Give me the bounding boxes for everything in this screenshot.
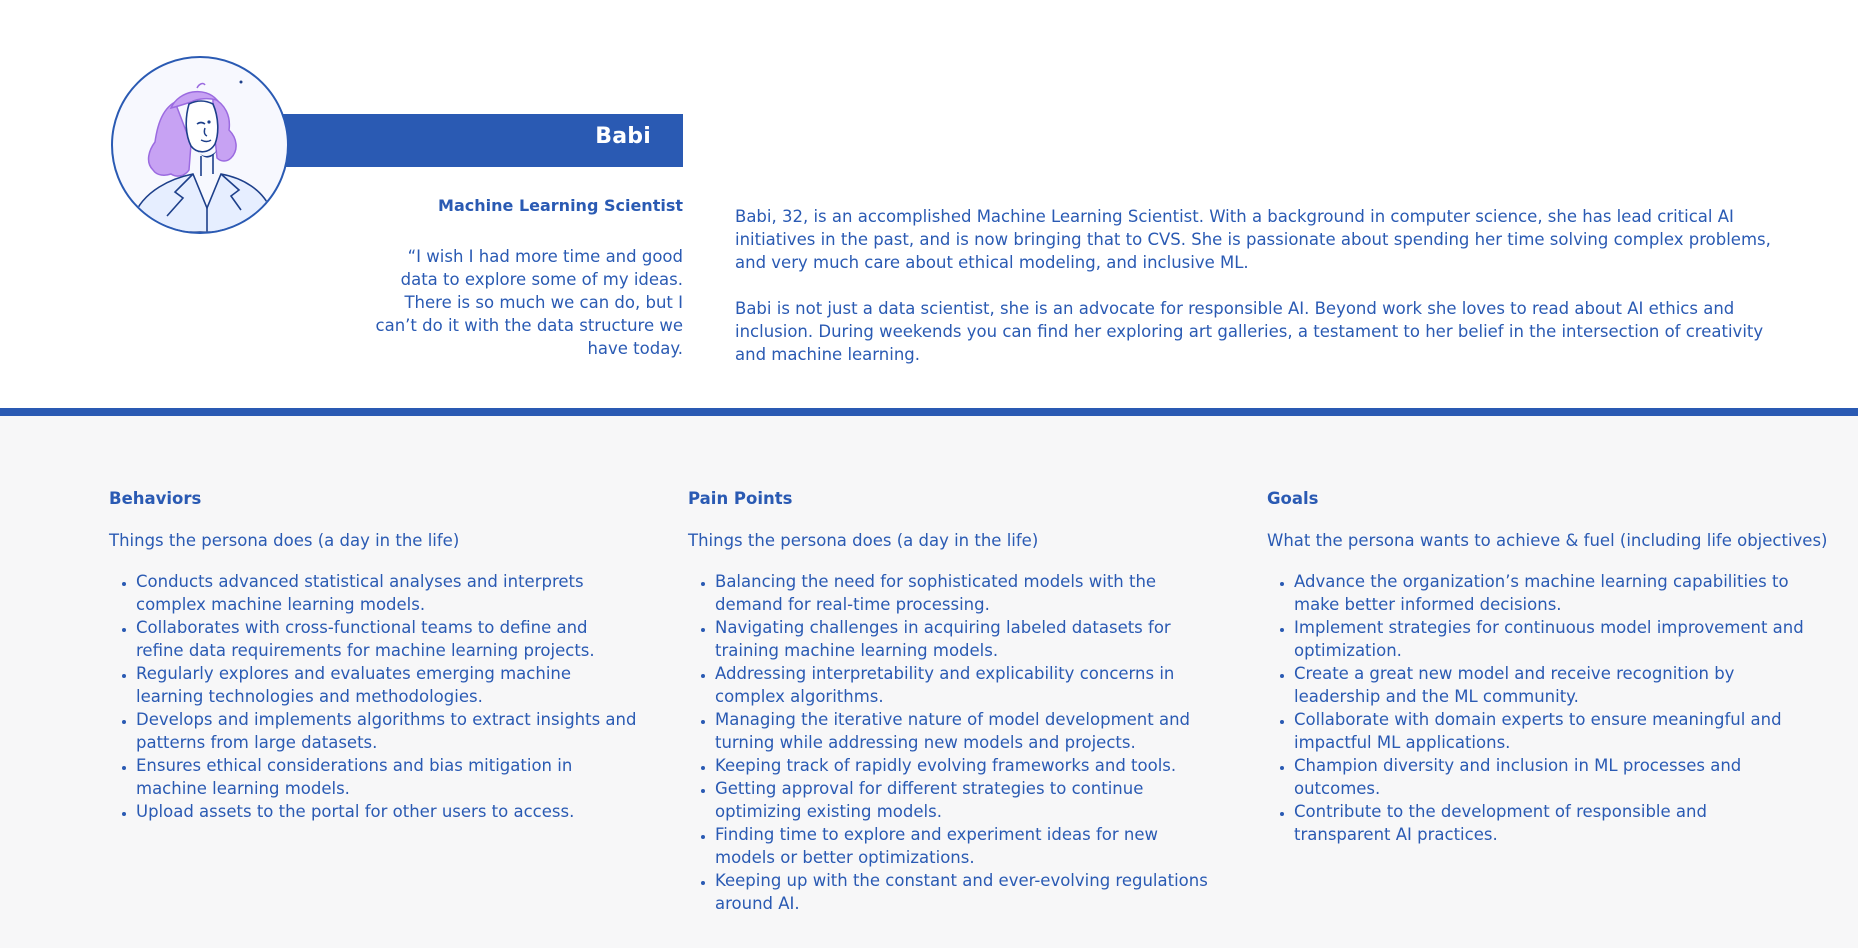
list-item: • Upload assets to the portal for other users to access. xyxy=(136,800,637,823)
list-item: • Implement strategies for continuous model improvement and optimization. xyxy=(1294,616,1807,662)
persona-bio xyxy=(735,205,1795,389)
list-item: • Balancing the need for sophisticated models with the demand for real-time processing. xyxy=(715,570,1216,616)
goals-section xyxy=(1267,488,1828,846)
persona-name: Babi xyxy=(595,124,651,149)
section-subtitle: What the persona wants to achieve & fuel (including life objectives) xyxy=(1267,531,1828,550)
list-item: • Create a great new model and receive recognition by leadership and the ML community. xyxy=(1294,662,1807,708)
section-subtitle: Things the persona does (a day in the life) xyxy=(688,531,1039,550)
list-item: • Regularly explores and evaluates emerging machine learning technologies and methodologies. xyxy=(136,662,637,708)
list-item: • Addressing interpretability and explicability concerns in complex algorithms. xyxy=(715,662,1216,708)
bio-paragraph: Babi is not just a data scientist, she is an advocate for responsible AI. Beyond work she loves to read about AI ethics and inclusion. During weekends you can find her exploring art galleries, a testament to her belief in the intersection of creativity and machine learning. xyxy=(735,299,1764,364)
list-item: • Collaborates with cross-functional teams to define and refine data requirements for machine learning projects. xyxy=(136,616,637,662)
behaviors-section xyxy=(109,488,637,823)
pain-points-section xyxy=(688,488,1216,915)
persona-role: Machine Learning Scientist xyxy=(438,196,683,215)
list-item: • Collaborate with domain experts to ensure meaningful and impactful ML applications. xyxy=(1294,708,1807,754)
list-item: • Keeping track of rapidly evolving frameworks and tools. xyxy=(715,754,1216,777)
section-subtitle: Things the persona does (a day in the life) xyxy=(109,531,460,550)
name-banner xyxy=(282,114,683,167)
persona-illustration-icon xyxy=(113,58,287,232)
list-item: • Advance the organization’s machine learning capabilities to make better informed decisions. xyxy=(1294,570,1807,616)
persona-quote: “I wish I had more time and good data to explore some of my ideas. There is so much we can do, but I can’t do it with the data structure we have today. xyxy=(375,247,683,358)
list-item: • Navigating challenges in acquiring labeled datasets for training machine learning models. xyxy=(715,616,1216,662)
list-item: • Keeping up with the constant and ever-evolving regulations around AI. xyxy=(715,869,1216,915)
list-item: • Finding time to explore and experiment ideas for new models or better optimizations. xyxy=(715,823,1216,869)
list-item: • Conducts advanced statistical analyses and interprets complex machine learning models. xyxy=(136,570,637,616)
list-item: • Contribute to the development of responsible and transparent AI practices. xyxy=(1294,800,1807,846)
list-item: • Champion diversity and inclusion in ML processes and outcomes. xyxy=(1294,754,1807,800)
persona-avatar xyxy=(111,56,289,234)
list-item: • Develops and implements algorithms to extract insights and patterns from large datasets. xyxy=(136,708,637,754)
list-item: • Getting approval for different strategies to continue optimizing existing models. xyxy=(715,777,1216,823)
section-title: Behaviors xyxy=(109,489,202,508)
section-title: Pain Points xyxy=(688,489,793,508)
persona-header xyxy=(0,0,1858,408)
list-item: • Managing the iterative nature of model development and turning while addressing new models and projects. xyxy=(715,708,1216,754)
section-title: Goals xyxy=(1267,489,1319,508)
behaviors-list xyxy=(109,570,637,823)
persona-details xyxy=(0,416,1858,948)
bio-paragraph: Babi, 32, is an accomplished Machine Learning Scientist. With a background in computer science, she has lead critical AI initiatives in the past, and is now bringing that to CVS. She is passionate about spending her time solving complex problems, and very much care about ethical modeling, and inclusive ML. xyxy=(735,207,1771,272)
list-item: • Ensures ethical considerations and bias mitigation in machine learning models. xyxy=(136,754,637,800)
pain-points-list xyxy=(688,570,1216,915)
goals-list xyxy=(1267,570,1807,846)
section-divider xyxy=(0,408,1858,416)
